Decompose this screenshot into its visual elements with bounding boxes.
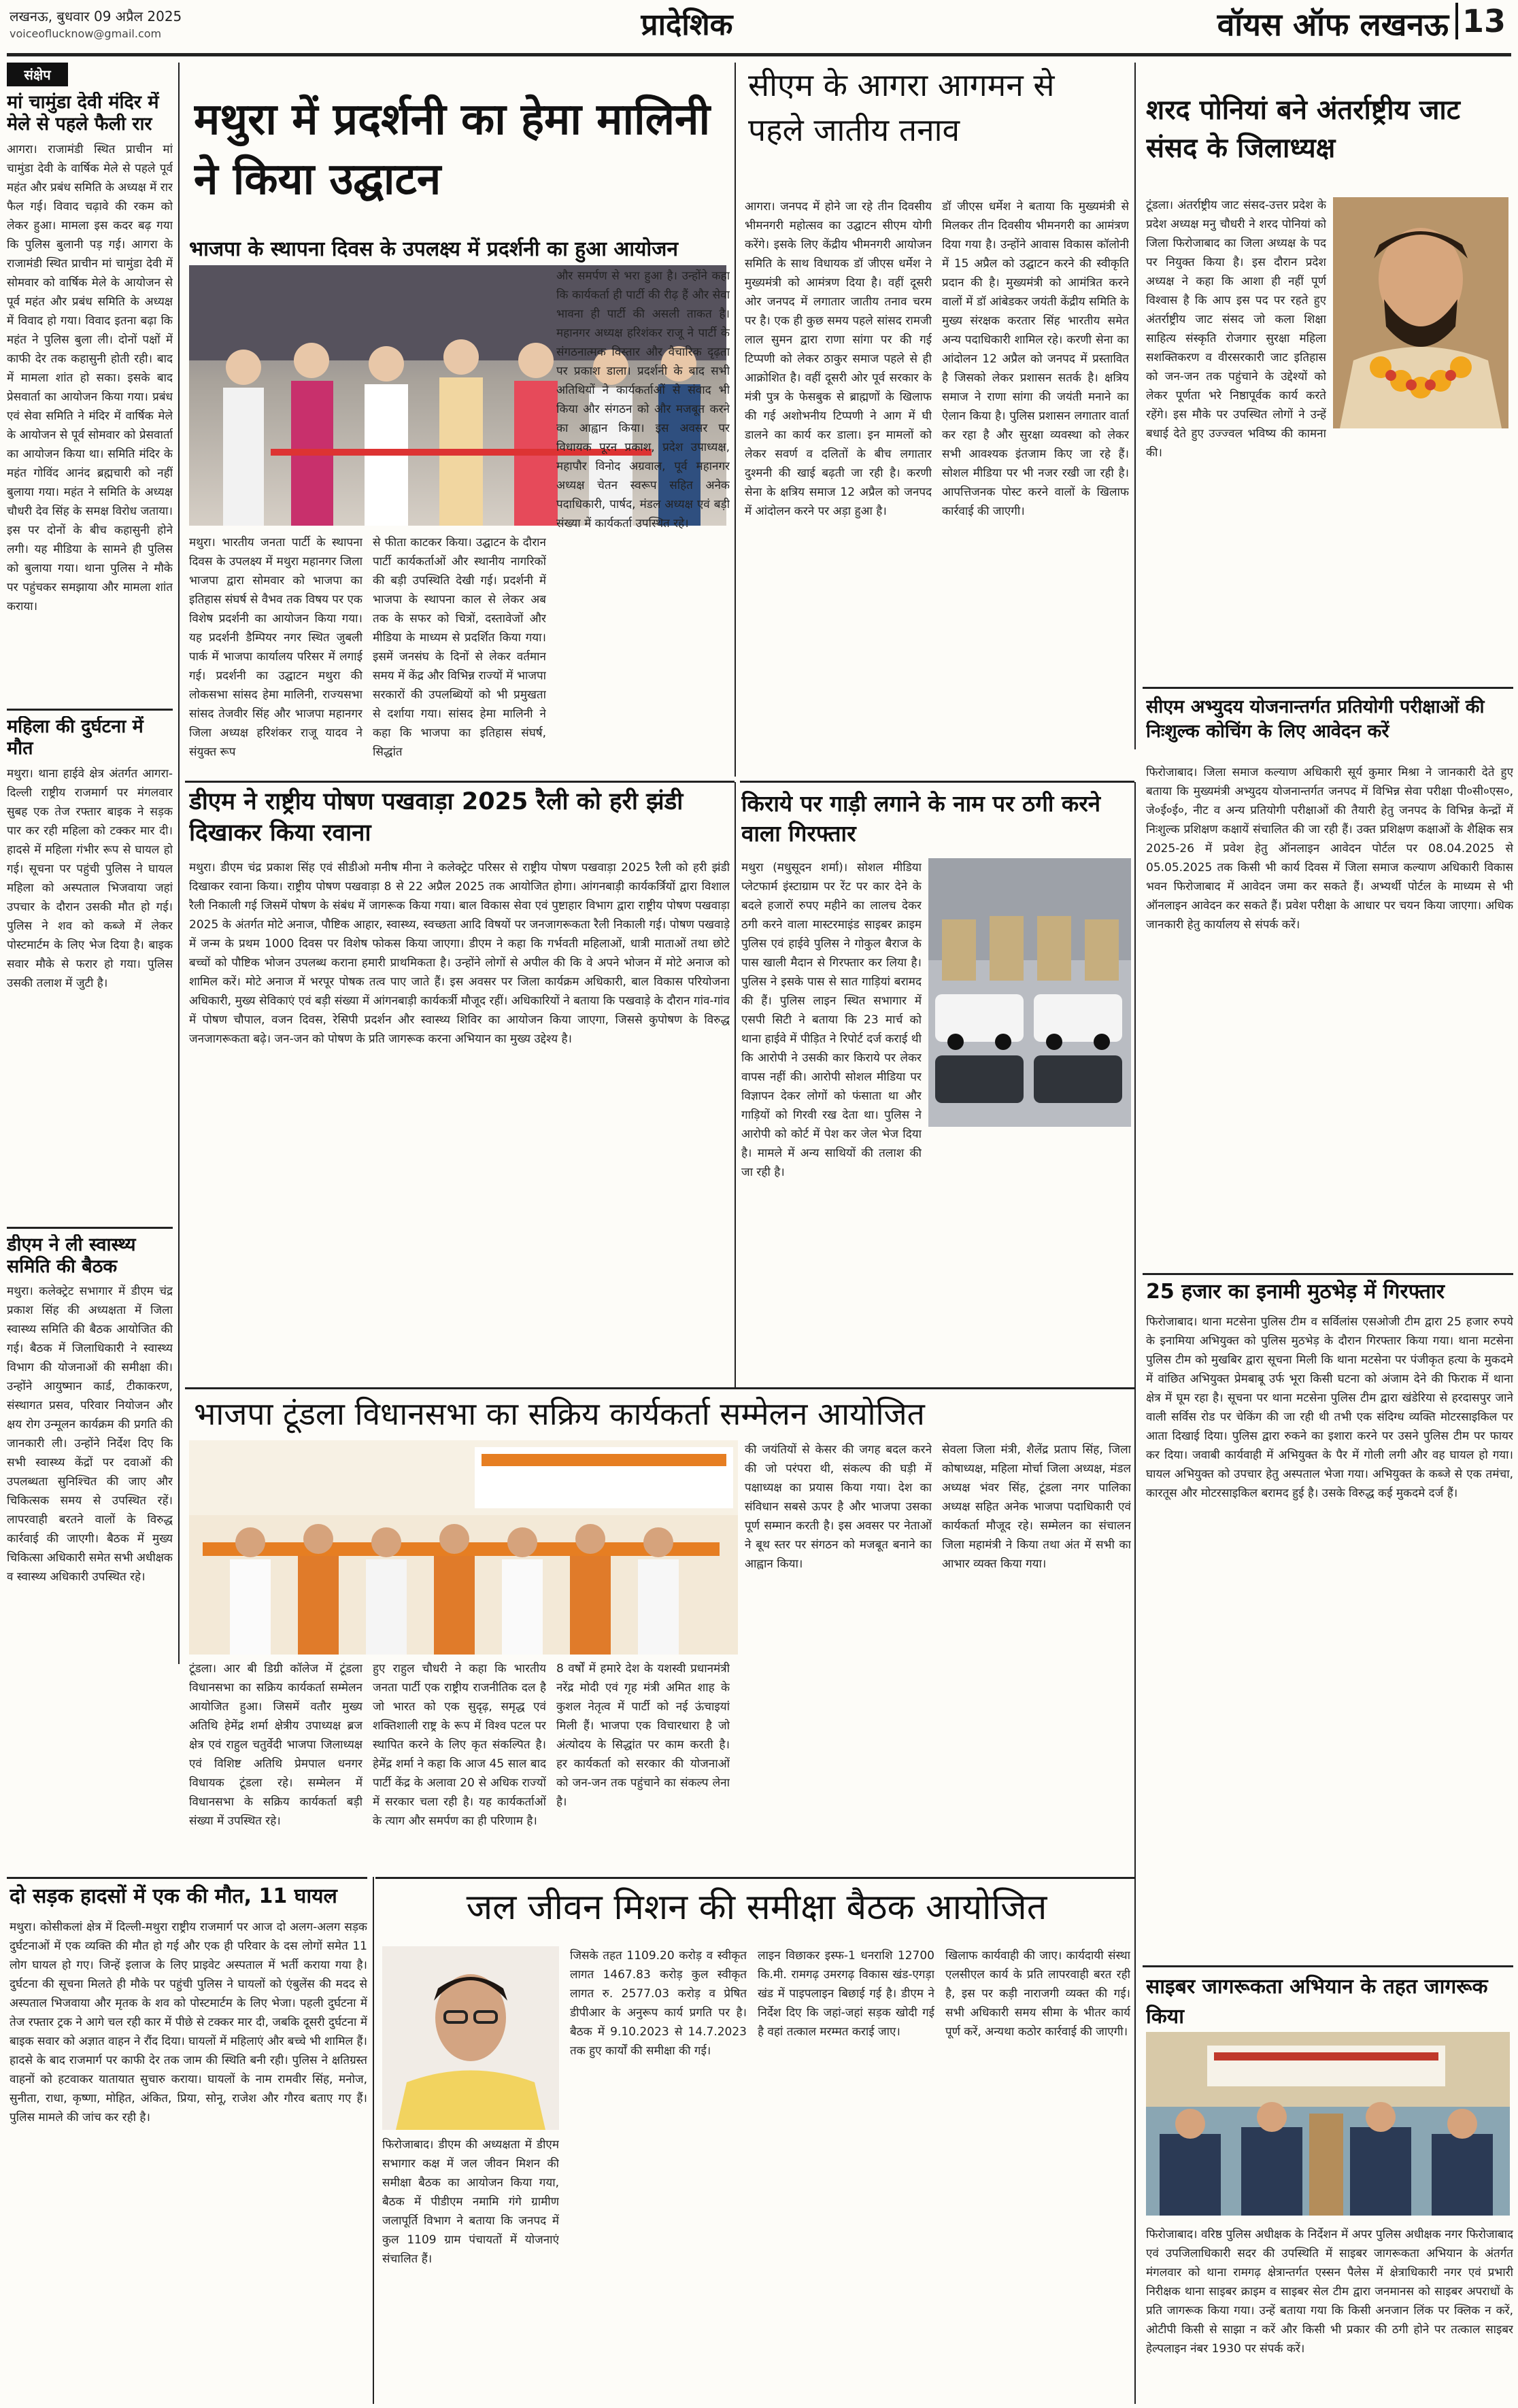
- section-title: प्रादेशिक: [641, 7, 733, 42]
- cyber-headline: साइबर जागरूकता अभियान के तहत जागरूक किया: [1146, 1975, 1488, 2029]
- kiraya-top-rule: [740, 781, 1134, 783]
- bhajpa-headline: भाजपा टूंडला विधानसभा का सक्रिय कार्यकर्ता सम्मेलन आयोजित: [194, 1395, 925, 1432]
- jal-col1: फिरोजाबाद। डीएम की अध्यक्षता में डीएम सभागार कक्ष में जल जीवन मिशन की समीक्षा बैठक का आयोजन किया गया, बैठक में पीडीएम नमामि गंगे ग्रामीण जलापूर्ति विभाग ने बताया कि जनपद में कुल 1109 ग्राम पंचायतों में योजनाएं संचालित हैं।: [382, 2138, 559, 2266]
- agra-col2: डॉ जीएस धर्मेश ने बताया कि मुख्यमंत्री से मिलकर तीन दिवसीय भीमनगरी का आमंत्रण दिया गया है। उन्होंने आवास विकास कॉलोनी में 15 अप्रैल को उद्घाटन करने की स्वीकृति प्रदान की है। मुख्यमंत्री को आमंत्रित करने वालों में डॉ आंबेडकर जयंती केंद्रीय समिति के मुख्य संरक्षक करतार सिंह भारतीय समेत अन्य पदाधिकारी शामिल रहे। करणी सेना का आंदोलन 12 अप्रैल को जनपद में प्रस्तावित है जिसको लेकर प्रशासन सतर्क है। क्षत्रिय समाज ने राणा सांगा की जयंती मनाने का ऐलान किया है। पुलिस प्रशासन लगातार वार्ता कर रहा है और सुरक्षा व्यवस्था को लेकर सभी आवश्यक इंतजाम किए जा रहे हैं। सोशल मीडिया पर भी नजर रखी जा रही है। आपत्तिजनक पोस्ट करने वालों के खिलाफ कार्रवाई की जाएगी।: [942, 200, 1129, 518]
- sharad-photo: [1333, 197, 1508, 428]
- coaching-headline: सीएम अभ्युदय योजनान्तर्गत प्रतियोगी परीक्षाओं की निःशुल्क कोचिंग के लिए आवेदन करें: [1146, 696, 1485, 742]
- accident-top-rule: [7, 1877, 367, 1879]
- left-column-divider: [178, 63, 180, 1664]
- jal-col2: जिसके तहत 1109.20 करोड़ व स्वीकृत लागत 1467.83 करोड़ कुल स्वीकृत लागत रु. 2577.03 करोड़ व प्रेषित डीपीआर के अनुरूप कार्य प्रगति पर है। बैठक में 9.10.2023 से 14.7.2023 तक हुए कार्यों की समीक्षा की गई।: [570, 1949, 747, 2058]
- mathura-headline: मथुरा में प्रदर्शनी का हेमा मालिनी ने किया उद्घाटन: [194, 95, 711, 205]
- kiraya-text: मथुरा (मधुसूदन शर्मा)। सोशल मीडिया प्लेटफार्म इंस्टाग्राम पर रेंट पर कार देने के बदले हजारों रुपए महीने का लालच देकर ठगी करने वाला मास्टरमाइंड साइबर क्राइम पुलिस एवं हाईवे पुलिस ने गोकुल बैराज के पास खाली मैदान से गिरफ्तार कर लिया है। पुलिस ने इसके पास से सात गाड़ियां बरामद की हैं। पुलिस लाइन स्थित सभागार में एसपी सिटी ने बताया कि 23 मार्च को थाना हाईवे में पीड़ित ने रिपोर्ट दर्ज कराई थी कि आरोपी ने उसकी कार किराये पर लेकर वापस नहीं की। आरोपी सोशल मीडिया पर विज्ञापन देकर लोगों को फंसाता था और गाड़ियों को गिरवी रख देता था। पुलिस ने आरोपी को कोर्ट में पेश कर जेल भेज दिया है। मामले में अन्य साथियों की तलाश की जा रही है।: [741, 861, 922, 1179]
- poshan-kiraya-divider: [735, 782, 736, 1387]
- poshan-headline: डीएम ने राष्ट्रीय पोषण पखवाड़ा 2025 रैली को हरी झंडी दिखाकर किया रवाना: [189, 788, 684, 847]
- cyber-text: फिरोजाबाद। वरिष्ठ पुलिस अधीक्षक के निर्देशन में अपर पुलिस अधीक्षक नगर फिरोजाबाद एवं उपजिलाधिकारी सदर की उपस्थिति में साइबर जागरूकता अभियान के अंतर्गत मंगलवार को थाना रामगढ़ क्षेत्रान्तर्गत एस्सन पैलेस में क्षेत्राधिकारी नगर एवं प्रभारी निरीक्षक थाना साइबर क्राइम व साइबर सेल टीम द्वारा जनमानस को साइबर अपराधों के प्रति जागरूक किया गया। उन्हें बताया गया कि किसी अनजान लिंक पर क्लिक न करें, ओटीपी किसी से साझा न करें और किसी भी प्रकार की ठगी होने पर तत्काल साइबर हेल्पलाइन नंबर 1930 पर संपर्क करें।: [1146, 2228, 1513, 2356]
- jal-col3: लाइन विछाकर इस्फ-1 धनराशि 12700 कि.मी. रामगढ़ उमरगढ़ विकास खंड-एगड़ा खंड में पाइपलाइन बिछाई गई है। डीएम ने निर्देश दिए कि जहां-जहां सड़क खोदी गई है वहां तत्काल मरम्मत कराई जाए।: [758, 1949, 934, 2039]
- mathura-col3: और समर्पण से भरा हुआ है। उन्होंने कहा कि कार्यकर्ता ही पार्टी की रीढ़ हैं और सेवा भावना ही पार्टी की असली ताकत है। महानगर अध्यक्ष हरिशंकर राजू ने पार्टी के संगठनात्मक विस्तार और वैचारिक दृढ़ता पर प्रकाश डाला। प्रदर्शनी के बाद सभी अतिथियों ने कार्यकर्ताओं से संवाद भी किया और संगठन को और मजबूत करने का आह्वान किया। इस अवसर पर विधायक पूरन प्रकाश, प्रदेश उपाध्यक्ष, महापौर विनोद अग्रवाल, पूर्व महानगर अध्यक्ष चेतन स्वरूप सहित अनेक पदाधिकारी, पार्षद, मंडल अध्यक्ष एवं बड़ी संख्या में कार्यकर्ता उपस्थित रहे।: [556, 269, 730, 530]
- sankshep-title-1: मां चामुंडा देवी मंदिर में मेले से पहले फैली रार: [7, 92, 159, 135]
- agra-divider: [1134, 63, 1136, 749]
- inami-cyber-rule: [1143, 1965, 1513, 1967]
- coaching-text: फिरोजाबाद। जिला समाज कल्याण अधिकारी सूर्य कुमार मिश्रा ने जानकारी देते हुए बताया कि मुख्यमंत्री अभ्युदय योजनान्तर्गत जनपद में विभिन्न सेवा परीक्षा पी०सी०एस०, जे०ई०ई०, नीट व अन्य प्रतियोगी परीक्षाओं की तैयारी हेतु जनपद के विभिन्न केन्द्रों में निःशुल्क प्रशिक्षण कक्षायें संचालित की जा रही हैं। उक्त प्रशिक्षण कक्षाओं के शैक्षिक सत्र 2025-26 में प्रवेश हेतु ऑनलाइन आवेदन पोर्टल पर 08.04.2025 से 05.05.2025 तक किसी भी कार्य दिवस में जिला समाज कल्याण अधिकारी विकास भवन फिरोजाबाद में आवेदन जमा कर सकते हैं। अभ्यर्थी पोर्टल के माध्यम से भी ऑनलाइन आवेदन कर सकते हैं। प्रवेश परीक्षा के आधार पर चयन किया जाएगा। अधिक जानकारी हेतु कार्यालय से संपर्क करें।: [1146, 766, 1513, 932]
- page-number: 13: [1455, 3, 1510, 39]
- accident-text: मथुरा। कोसीकलां क्षेत्र में दिल्ली-मथुरा राष्ट्रीय राजमार्ग पर आज दो अलग-अलग सड़क दुर्घटनाओं में एक व्यक्ति की मौत हो गई और एक ही परिवार के दस लोगों समेत 11 लोग घायल हो गए। जिन्हें इलाज के लिए प्राइवेट अस्पताल में भर्ती कराया गया है। दुर्घटना की सूचना मिलते ही मौके पर पहुंची पुलिस ने घायलों को एंबुलेंस की मदद से अस्पताल भिजवाया और मृतक के शव को पोस्टमार्टम के लिए भेजा। पहली दुर्घटना में तेज रफ्तार ट्रक ने आगे चल रही कार में पीछे से टक्कर मार दी, जबकि दूसरी दुर्घटना में बाइक सवार को अज्ञात वाहन ने रौंद दिया। घायलों में महिलाएं और बच्चे भी शामिल हैं। हादसे के बाद राजमार्ग पर काफी देर तक जाम की स्थिति बनी रही। पुलिस ने क्षतिग्रस्त वाहनों को हटवाकर यातायात सुचारु कराया। घायलों के नाम रामवीर सिंह, मनोज, सुनीता, राधा, कृष्णा, मोहित, अंकित, प्रिया, सोनू, राजेश और गौरव बताए गए हैं। पुलिस मामले की जांच कर रही है।: [10, 1920, 367, 2124]
- jal-photo: [382, 1946, 559, 2130]
- mathura-divider: [735, 63, 736, 777]
- sankshep-tag: संक्षेप: [7, 63, 68, 86]
- jal-top-rule: [375, 1877, 1134, 1879]
- poshan-text: मथुरा। डीएम चंद्र प्रकाश सिंह एवं सीडीओ मनीष मीना ने कलेक्ट्रेट परिसर से राष्ट्रीय पोषण पखवाड़ा 2025 रैली को हरी झंडी दिखाकर रवाना किया। राष्ट्रीय पोषण पखवाड़ा 8 से 22 अप्रैल 2025 तक आयोजित होगा। आंगनबाड़ी कार्यकर्त्रियों द्वारा विशाल रैली निकाली गई जिसमें पोषण के संबंध में जागरूक किया गया। बाल विकास सेवा एवं पुष्टाहार विभाग द्वारा राष्ट्रीय पोषण पखवाड़ा 2025 के अंतर्गत मोटे अनाज, पौष्टिक आहार, स्वास्थ्य, स्वच्छता आदि विषयों पर जनजागरूकता रैली निकाली गई। पोषण पखवाड़े में जन्म के प्रथम 1000 दिवस पर विशेष फोकस किया जाएगा। डीएम ने कहा कि गर्भवती महिलाओं, धात्री माताओं तथा छोटे बच्चों को पौष्टिक भोजन उपलब्ध कराना हमारी प्राथमिकता है। उन्होंने लोगों से अपील की कि वे अपने भोजन में मोटे अनाज को शामिल करें। मोटे अनाज में भरपूर पोषक तत्व पाए जाते हैं। इस अवसर पर जिला कार्यक्रम अधिकारी, बाल विकास परियोजना अधिकारी, मुख्य सेविकाएं एवं बड़ी संख्या में आंगनबाड़ी कार्यकर्त्री मौजूद रहीं। अधिकारियों ने बताया कि पखवाड़े के दौरान गांव-गांव में पोषण चौपाल, वजन दिवस, रेसिपी प्रदर्शन और स्वास्थ्य शिविर का आयोजन किया जाएगा, जिससे कुपोषण के विरुद्ध जनजागरूकता बढ़े। जन-जन को पोषण के प्रति जागरूक करना अभियान का मुख्य उद्देश्य है।: [189, 861, 730, 1046]
- sankshep-text-2: मथुरा। थाना हाईवे क्षेत्र अंतर्गत आगरा-दिल्ली राष्ट्रीय राजमार्ग पर मंगलवार सुबह एक तेज रफ्तार बाइक ने सड़क पार कर रही महिला को टक्कर मार दी। हादसे में महिला गंभीर रूप से घायल हो गई। सूचना पर पहुंची पुलिस ने घायल महिला को अस्पताल भिजवाया जहां उपचार के दौरान उसकी मौत हो गई। पुलिस ने शव को कब्जे में लेकर पोस्टमार्टम के लिए भेज दिया है। बाइक सवार मौके से फरार हो गया। पुलिस उसकी तलाश में जुटी है।: [7, 766, 173, 990]
- sankshep-title-2: महिला की दुर्घटना में मौत: [7, 715, 144, 760]
- dateline: लखनऊ, बुधवार 09 अप्रैल 2025: [10, 8, 182, 24]
- masthead: [0, 0, 1518, 54]
- mathura-col1: मथुरा। भारतीय जनता पार्टी के स्थापना दिवस के उपलक्ष्य में मथुरा महानगर जिला भाजपा द्वारा सोमवार को भाजपा का इतिहास संघर्ष से वैभव तक विषय पर एक विशेष प्रदर्शनी का आयोजन किया गया। यह प्रदर्शनी डैम्पियर नगर स्थित जुबली पार्क में भाजपा कार्यालय परिसर में लगाई गई। प्रदर्शनी का उद्घाटन मथुरा की लोकसभा सांसद हेमा मालिनी, राज्यसभा सांसद तेजवीर सिंह और भाजपा महानगर जिला अध्यक्ष हरिशंकर राजू यादव ने संयुक्त रूप: [189, 536, 362, 759]
- mathura-subhead: भाजपा के स्थापना दिवस के उपलक्ष्य में प्रदर्शनी का हुआ आयोजन: [189, 237, 679, 261]
- accident-jal-divider: [373, 1877, 374, 2404]
- bhajpa-col1: टूंडला। आर बी डिग्री कॉलेज में टूंडला विधानसभा का सक्रिय कार्यकर्ता सम्मेलन आयोजित हुआ। जिसमें वतौर मुख्य अतिथि हेमेंद्र शर्मा क्षेत्रीय उपाध्यक्ष ब्रज क्षेत्र एवं राहुल चतुर्वेदी भाजपा जिलाध्यक्ष एवं विशिष्ट अतिथि प्रेमपाल धनगर विधायक टूंडला रहे। सम्मेलन में विधानसभा के सक्रिय कार्यकर्ता बड़ी संख्या में उपस्थित रहे।: [189, 1662, 362, 1828]
- sankshep-column: [7, 63, 173, 1662]
- email: voiceoflucknow@gmail.com: [10, 27, 162, 40]
- bhajpa-col3: 8 वर्षों में हमारे देश के यशस्वी प्रधानमंत्री नरेंद्र मोदी एवं गृह मंत्री अमित शाह के कुशल नेतृत्व में पार्टी को नई ऊंचाइयां मिली हैं। भाजपा एक विचारधारा है जो अंत्योदय के सिद्धांत पर काम करती है। हर कार्यकर्ता को सरकार की योजनाओं को जन-जन तक पहुंचाने का संकल्प लेना है।: [556, 1662, 730, 1809]
- bhajpa-col2: हुए राहुल चौधरी ने कहा कि भारतीय जनता पार्टी एक राष्ट्रीय राजनीतिक दल है जो भारत को एक सुदृढ़, समृद्ध एवं शक्तिशाली राष्ट्र के रूप में विश्व पटल पर स्थापित करने के लिए कृत संकल्पित है। हेमेंद्र शर्मा ने कहा कि आज 45 साल बाद पार्टी केंद्र के अलावा 20 से अधिक राज्यों में सरकार चला रही है। यह कार्यकर्ताओं के त्याग और समर्पण का ही परिणाम है।: [373, 1662, 546, 1828]
- agra-col1: आगरा। जनपद में होने जा रहे तीन दिवसीय भीमनगरी महोत्सव का उद्घाटन सीएम योगी करेंगे। इसके लिए केंद्रीय भीमनगरी आयोजन समिति के साथ विधायक डॉ जीएस धर्मेश ने मुख्यमंत्री को आमंत्रण दिया है। वहीं दूसरी ओर जनपद में लगातार जातीय तनाव चरम पर है। एक ही कुछ समय पहले सांसद रामजी लाल सुमन द्वारा राणा सांगा पर की गई टिप्पणी को लेकर ठाकुर समाज पहले से ही आक्रोशित है। वहीं दूसरी ओर पूर्व सरकार के मंत्री पुत्र के फेसबुक से ब्राह्मणों के खिलाफ की गई अशोभनीय टिप्पणी ने आग में घी डालने का कार्य कर डाला। इन मामलों को लेकर सवर्ण व दलितों के बीच लगातार दुश्मनी की खाई बढ़ती जा रही है। करणी सेना के क्षत्रिय समाज 12 अप्रैल को जनपद में आंदोलन करने पर अड़ा हुआ है।: [745, 200, 932, 518]
- jal-col4: खिलाफ कार्यवाही की जाए। कार्यदायी संस्था एलसीएल कार्य के प्रति लापरवाही बरत रही है, इस पर कड़ी नाराजगी व्यक्त की गई। सभी अधिकारी समय सीमा के भीतर कार्य पूर्ण करें, अन्यथा कठोर कार्रवाई की जाएगी।: [945, 1949, 1130, 2039]
- sharad-text: टूंडला। अंतर्राष्ट्रीय जाट संसद-उत्तर प्रदेश के प्रदेश अध्यक्ष मनु चौधरी ने शरद पोनियां को जिला फिरोजाबाद का जिला अध्यक्ष के पद पर नियुक्त किया है। इस दौरान प्रदेश अध्यक्ष ने कहा कि आशा ही नहीं पूर्ण विश्वास है कि आप इस पद पर रहते हुए अंतर्राष्ट्रीय जाट संसद जो कला शिक्षा साहित्य संस्कृति रोजगार सुरक्षा महिला सशक्तिकरण व वीरसरकारी जाट इतिहास को जन-जन तक पहुंचाने के उद्देश्यों को लेकर पूर्णता भरे निष्ठापूर्वक कार्य करते रहेंगे। इस मौके पर उपस्थित लोगों ने उन्हें बधाई देते हुए उज्ज्वल भविष्य की कामना की।: [1146, 199, 1326, 460]
- sankshep-text-1: आगरा। राजामंडी स्थित प्राचीन मां चामुंडा देवी के वार्षिक मेले से पहले पूर्व महंत और प्रबंध समिति के अध्यक्ष में रार फैल गई। विवाद चढ़ावे की रकम को लेकर हुआ। मामला इस कदर बढ़ गया कि पुलिस बुलानी पड़ गई। आगरा के राजामंडी स्थित प्राचीन मां चामुंडा देवी में सोमवार को वार्षिक मेले के आयोजन से पूर्व महंत और प्रबंध समिति के अध्यक्ष में विवाद हो गया। विवाद इतना बढ़ा कि महंत ने पुलिस बुला ली। दोनों पक्षों में काफी देर तक कहासुनी होती रही। बाद में मामला शांत हो सका। इसके बाद प्रेसवार्ता का आयोजन किया गया। प्रबंध एवं सेवा समिति ने मंदिर में वार्षिक मेले के आयोजन से पूर्व सोमवार को प्रेसवार्ता का आयोजन किया था। समिति मंदिर के महंत गोविंद आनंद ब्रह्मचारी को नहीं बुलाया गया। महंत ने समिति के अध्यक्ष चौधरी देव सिंह के समक्ष विरोध जताया। इस पर दोनों के बीच कहासुनी होने लगी। यह मीडिया के सामने ही पुलिस को बुलाया गया। थाना पुलिस ने मौके पर पहुंचकर समझाया और मामला शांत कराया।: [7, 142, 173, 613]
- mathura-col2: से फीता काटकर किया। उद्घाटन के दौरान पार्टी कार्यकर्ताओं और स्थानीय नागरिकों की बड़ी उपस्थिति देखी गई। प्रदर्शनी में भाजपा के स्थापना काल से लेकर अब तक के सफर को चित्रों, दस्तावेजों और मीडिया के माध्यम से प्रदर्शित किया गया। इसमें जनसंघ के दिनों से लेकर वर्तमान समय में केंद्र और विभिन्न राज्यों में भाजपा सरकारों की उपलब्धियों को भी प्रमुखता से दर्शाया गया। सांसद हेमा मालिनी ने कहा कि भाजपा का इतिहास संघर्ष, सिद्धांत: [373, 536, 546, 759]
- inami-text: फिरोजाबाद। थाना मटसेना पुलिस टीम व सर्विलांस एसओजी टीम द्वारा 25 हजार रुपये के इनामिया अभियुक्त को पुलिस मुठभेड़ के दौरान गिरफ्तार किया गया। थाना मटसेना पुलिस टीम को मुखबिर द्वारा सूचना मिली कि थाना मटसेना पर पंजीकृत हत्या के मुकदमे में वांछित अभियुक्त प्रेमबाबू उर्फ भूरा किसी घटना को अंजाम देने की फिराक में थाना क्षेत्र में घूम रहा है। सूचना पर थाना मटसेना पुलिस टीम द्वारा खंडेरिया से हरदासपुर जाने वाली सर्विस रोड पर चेकिंग की जा रही थी तभी एक संदिग्ध व्यक्ति मोटरसाइकिल पर आता दिखाई दिया। पुलिस द्वारा रुकने का इशारा करने पर उसने पुलिस टीम पर फायर कर दिया। जवाबी कार्यवाही में अभियुक्त के पैर में गोली लगी और वह घायल हो गया। घायल अभियुक्त को उपचार हेतु अस्पताल भेजा गया। अभियुक्त के कब्जे से एक तमंचा, कारतूस और मोटरसाइकिल बरामद हुई है। उसके विरुद्ध कई मुकदमे दर्ज हैं।: [1146, 1315, 1513, 1500]
- sankshep-text-3: मथुरा। कलेक्ट्रेट सभागार में डीएम चंद्र प्रकाश सिंह की अध्यक्षता में जिला स्वास्थ्य समिति की बैठक आयोजित की गई। बैठक में जिलाधिकारी ने स्वास्थ्य विभाग की योजनाओं की समीक्षा की। उन्होंने आयुष्मान कार्ड, टीकाकरण, संस्थागत प्रसव, परिवार नियोजन और क्षय रोग उन्मूलन कार्यक्रम की प्रगति की जानकारी ली। उन्होंने निर्देश दिए कि सभी स्वास्थ्य केंद्रों पर दवाओं की उपलब्धता सुनिश्चित की जाए और चिकित्सक समय से उपस्थित रहें। लापरवाही बरतने वालों के विरुद्ध कार्रवाई की जाएगी। बैठक में मुख्य चिकित्सा अधिकारी समेत सभी अधीक्षक व स्वास्थ्य अधिकारी उपस्थित रहे।: [7, 1285, 173, 1584]
- kiraya-photo: [928, 858, 1131, 1127]
- masthead-rule: [7, 53, 1511, 56]
- right-column-divider: [1134, 782, 1136, 2404]
- jal-headline: जल जीवन मिशन की समीक्षा बैठक आयोजित: [466, 1887, 1047, 1928]
- sharad-headline: शरद पोनियां बने अंतर्राष्ट्रीय जाट संसद के जिलाध्यक्ष: [1146, 95, 1460, 164]
- inami-headline: 25 हजार का इनामी मुठभेड़ में गिरफ्तार: [1146, 1280, 1445, 1304]
- poshan-top-rule: [185, 781, 735, 783]
- accident-headline: दो सड़क हादसों में एक की मौत, 11 घायल: [10, 1884, 337, 1908]
- agra-headline: सीएम के आगरा आगमन से पहले जातीय तनाव: [748, 67, 1055, 148]
- cyber-photo: [1146, 2032, 1510, 2216]
- sankshep-title-3: डीएम ने ली स्वास्थ्य समिति की बैठक: [7, 1234, 136, 1277]
- paper-name: वॉयस ऑफ लखनऊ: [1217, 6, 1449, 43]
- bhajpa-top-rule: [185, 1387, 1134, 1389]
- bhajpa-col5: सेवला जिला मंत्री, शैलेंद्र प्रताप सिंह, जिला कोषाध्यक्ष, महिला मोर्चा जिला अध्यक्ष, मंडल अध्यक्ष भंवर सिंह, टूंडला नगर पालिका अध्यक्ष सहित अनेक भाजपा पदाधिकारी एवं कार्यकर्ता मौजूद रहे। सम्मेलन का संचालन जिला महामंत्री ने किया तथा अंत में सभी का आभार व्यक्त किया गया।: [942, 1443, 1131, 1571]
- kiraya-headline: किराये पर गाड़ी लगाने के नाम पर ठगी करने वाला गिरफ्तार: [741, 790, 1101, 847]
- coaching-inami-rule: [1143, 1273, 1513, 1275]
- bhajpa-col4: की जयंतियों से केसर की जगह बदल करने की जो परंपरा थी, संकल्प की घड़ी में पक्षाध्यक्ष का प्रयास किया गया। देश का संविधान सबसे ऊपर है और भाजपा उसका पूर्ण सम्मान करती है। इस अवसर पर नेताओं ने बूथ स्तर पर संगठन को मजबूत बनाने का आह्वान किया।: [745, 1443, 932, 1571]
- sharad-coaching-rule: [1143, 687, 1513, 689]
- bhajpa-photo: [189, 1440, 738, 1655]
